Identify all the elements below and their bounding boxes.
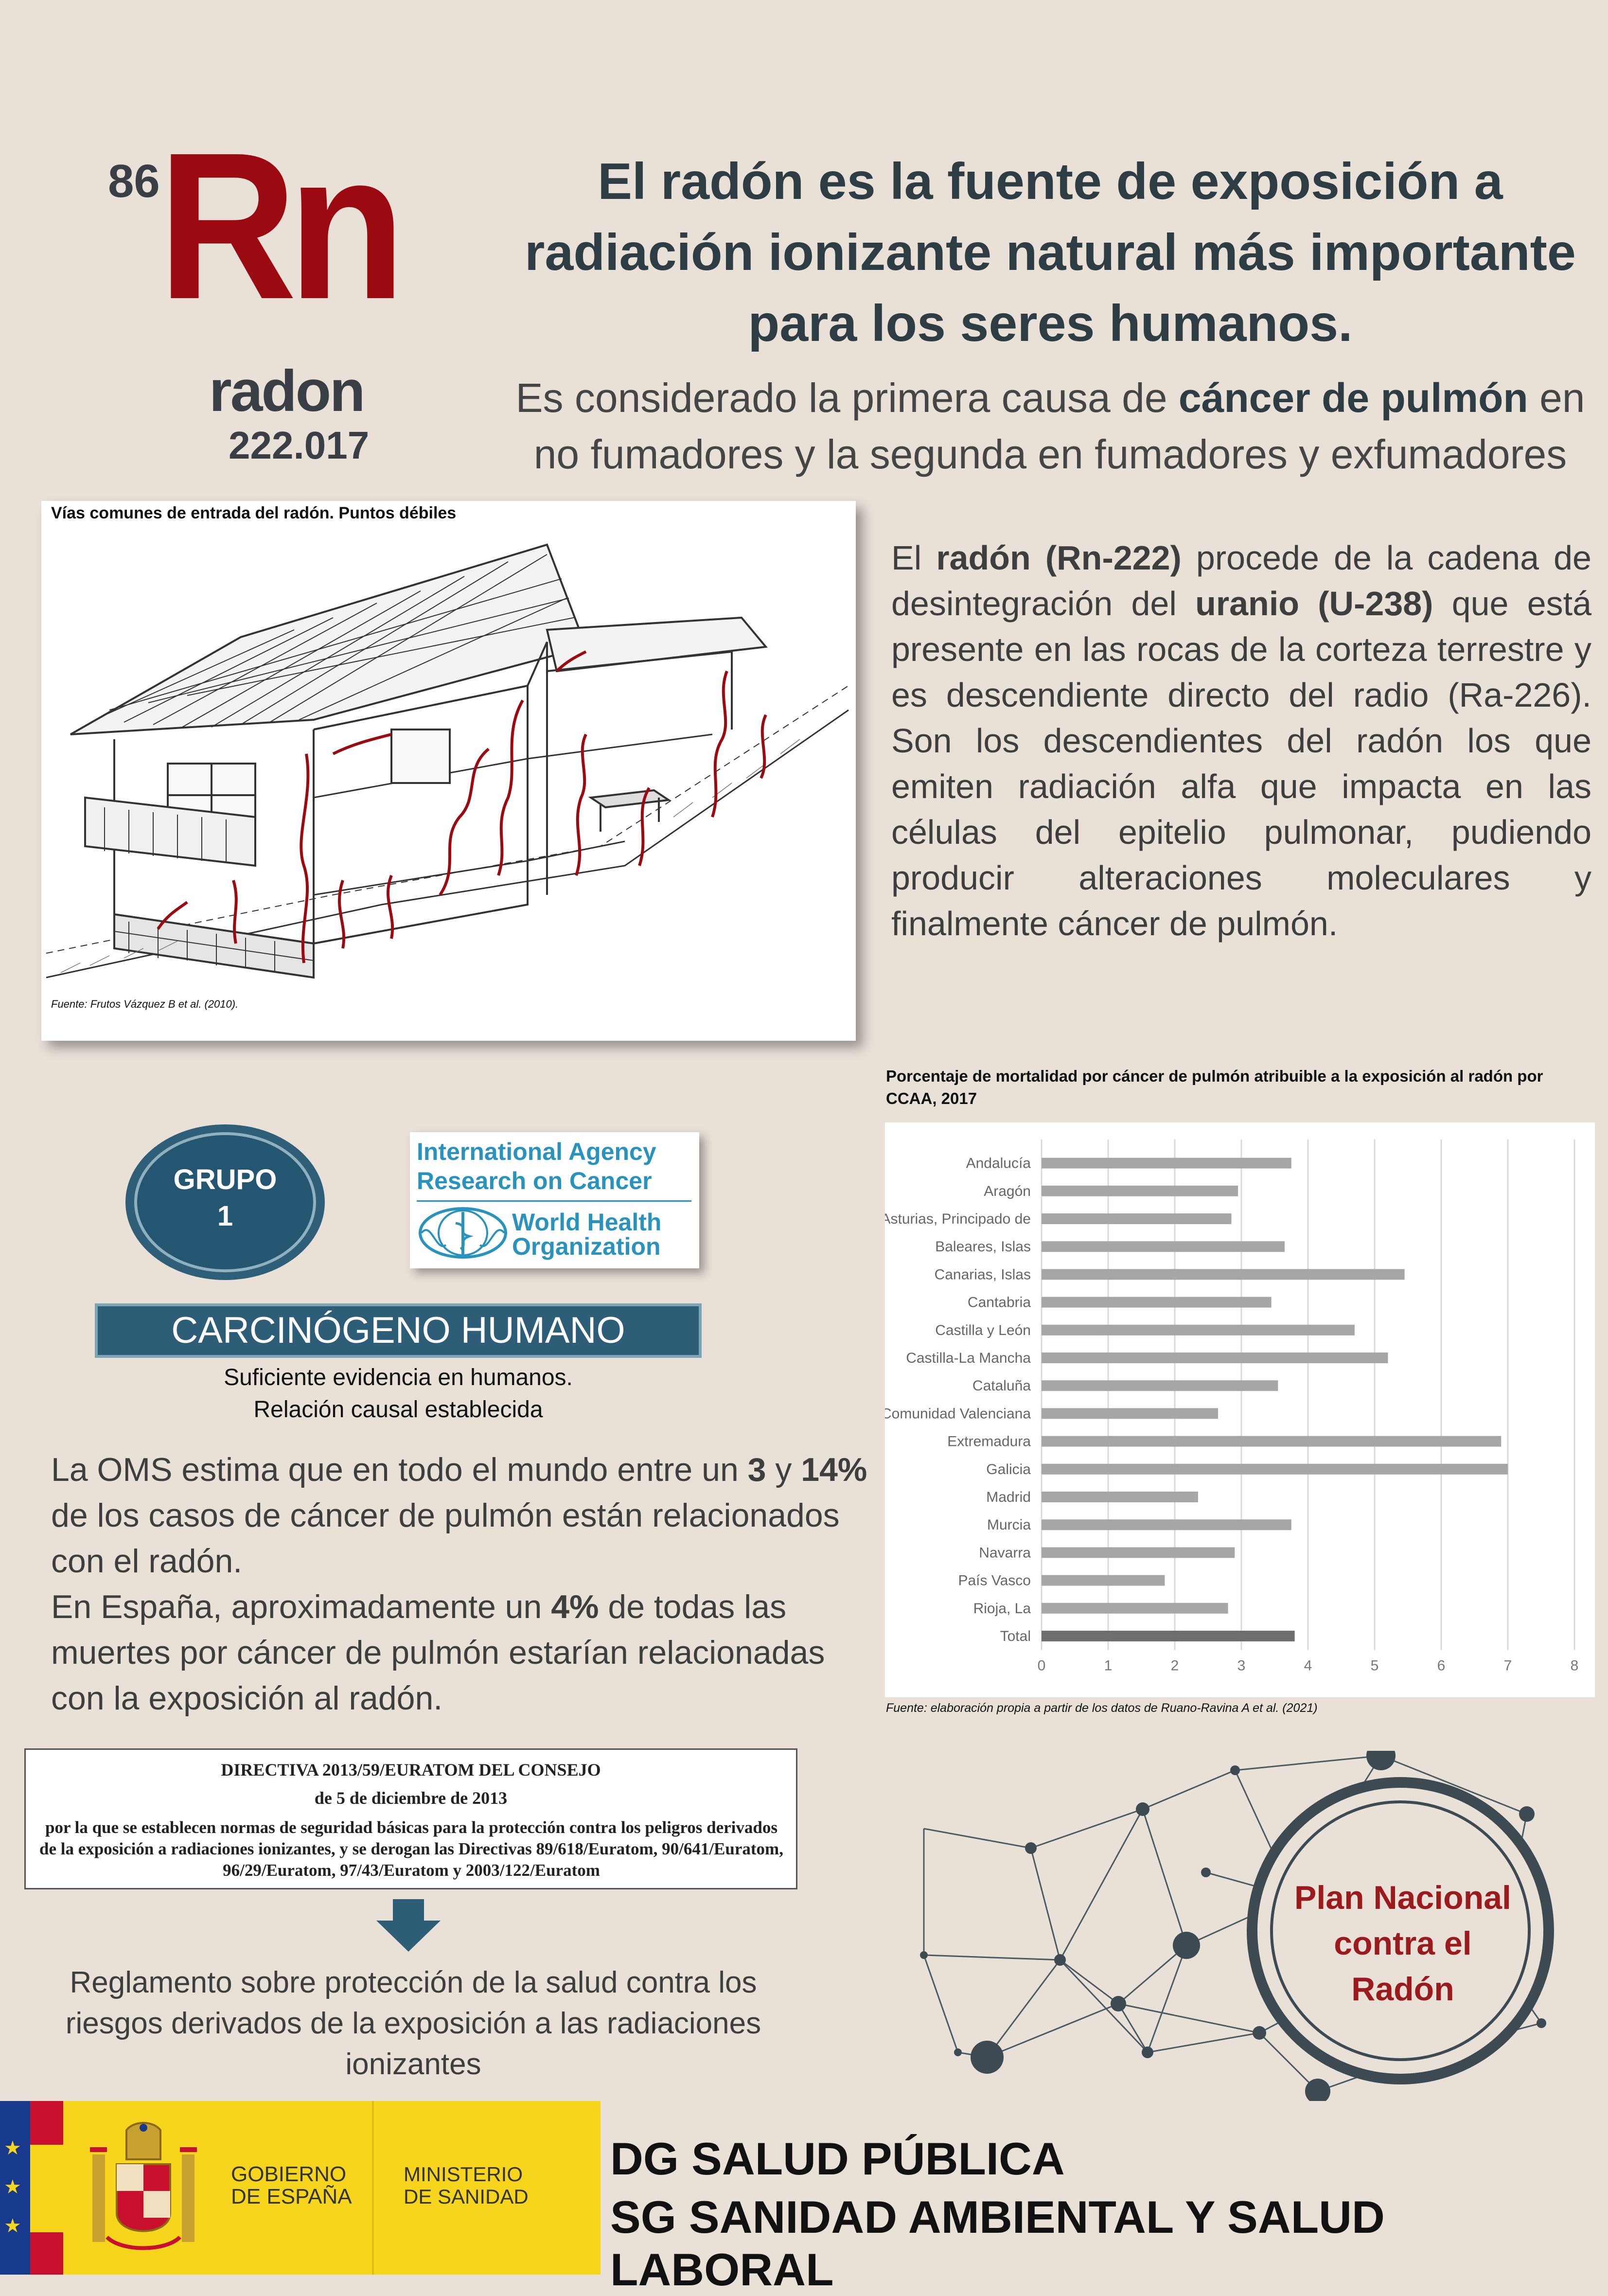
y-category-label: Navarra: [979, 1545, 1031, 1561]
y-category-label: Total: [1000, 1628, 1031, 1644]
y-category-label: País Vasco: [958, 1572, 1031, 1589]
radon-origin-text: El radón (Rn-222) procede de la cadena de desintegración del uranio (U-238) que está presente en las rocas de la corteza terrestre y es descendiente directo del radio (Ra-226). Son los descendientes del radón los que emiten radiación alfa que impacta en las células del epitelio pulmonar, pudiendo producir alteraciones moleculares y finalmente cáncer de pulmón.: [891, 539, 1591, 943]
bar-baleares-islas: [1042, 1241, 1285, 1252]
ministerio-label: MINISTERIO DE SANIDAD: [404, 2163, 529, 2208]
reglamento-text: Reglamento sobre protección de la salud contra los riesgos derivados de la exposición a las radiaciones ionizantes: [65, 1966, 761, 2081]
bar-madrid: [1042, 1492, 1198, 1502]
plan-nacional-label: Plan Nacional contra el Radón: [1294, 1879, 1511, 2008]
bar-país-vasco: [1042, 1575, 1165, 1586]
chart-source: Fuente: elaboración propia a partir de los datos de Ruano-Ravina A et al. (2021): [886, 1701, 1318, 1715]
eu-spain-flag-icon: [0, 2101, 63, 2275]
bar-canarias-islas: [1042, 1269, 1405, 1280]
gobierno-label: GOBIERNO DE ESPAÑA: [231, 2162, 352, 2208]
element-symbol: Rn: [158, 109, 397, 343]
y-category-label: Rioja, La: [973, 1600, 1031, 1617]
headline: El radón es la fuente de exposición a radiación ionizante natural más importante para los seres humanos.: [525, 153, 1576, 352]
grupo-label: GRUPO: [173, 1164, 277, 1195]
who-name: World Health Organization: [512, 1209, 662, 1260]
x-tick-label: 7: [1503, 1657, 1512, 1674]
evidence-text: Suficiente evidencia en humanos. Relación causal establecida: [224, 1365, 573, 1423]
oms-estimate-text: La OMS estima que en todo el mundo entre un 3 y 14% de los casos de cáncer de pulmón están relacionados con el radón. En España, aproximadamente un 4% de todas las muertes por cáncer de pulmón estarían relacionadas con la exposición al radón.: [51, 1451, 867, 1717]
iarc-name: International Agency Research on Cancer: [417, 1138, 656, 1194]
bar-murcia: [1042, 1519, 1291, 1530]
directive-title: DIRECTIVA 2013/59/EURATOM DEL CONSEJO: [221, 1760, 601, 1780]
y-category-label: Cantabria: [967, 1294, 1031, 1311]
sg-sanidad-ambiental: SG SANIDAD AMBIENTAL Y SALUD LABORAL: [610, 2191, 1385, 2295]
x-tick-label: 6: [1437, 1657, 1446, 1674]
radon-mortality-bar-chart: [885, 1122, 1595, 1697]
house-source: Fuente: Frutos Vázquez B et al. (2010).: [51, 998, 239, 1010]
x-tick-label: 5: [1370, 1657, 1379, 1674]
dg-salud-publica: DG SALUD PÚBLICA: [610, 2133, 1065, 2184]
x-tick-label: 8: [1570, 1657, 1579, 1674]
svg-text:★: ★: [4, 2215, 21, 2237]
chart-title: Porcentaje de mortalidad por cáncer de pulmón atribuible a la exposición al radón por CCAA, 2017: [886, 1067, 1543, 1107]
chart-panel: [885, 1122, 1595, 1697]
atomic-mass: 222.017: [229, 424, 370, 467]
grupo-badge: [134, 1132, 316, 1272]
x-tick-label: 0: [1037, 1657, 1046, 1674]
bar-total: [1042, 1631, 1295, 1641]
bar-asturias-principado-de: [1042, 1213, 1231, 1224]
coat-of-arms-icon: [88, 2120, 199, 2257]
y-category-label: Madrid: [986, 1489, 1031, 1505]
svg-text:★: ★: [4, 2137, 21, 2159]
directive-date: de 5 de diciembre de 2013: [314, 1788, 508, 1808]
government-logo-band: [63, 2101, 601, 2275]
bar-cantabria: [1042, 1297, 1272, 1308]
house-radon-entry-illustration: [41, 525, 856, 992]
bar-galicia: [1042, 1464, 1508, 1475]
y-category-label: Comunidad Valenciana: [885, 1406, 1031, 1422]
bar-castilla-la-mancha: [1042, 1353, 1388, 1363]
y-category-label: Extremadura: [947, 1433, 1031, 1450]
bar-cataluña: [1042, 1380, 1278, 1391]
y-category-label: Murcia: [987, 1517, 1031, 1533]
grupo-number: 1: [217, 1200, 233, 1232]
who-emblem-icon: [417, 1206, 509, 1260]
y-category-label: Galicia: [986, 1461, 1031, 1477]
bar-extremadura: [1042, 1436, 1501, 1447]
element-name: radon: [209, 358, 364, 424]
y-category-label: Cataluña: [972, 1378, 1031, 1394]
house-illustration-panel: [41, 501, 856, 1041]
house-caption: Vías comunes de entrada del radón. Puntos débiles: [51, 504, 457, 522]
y-category-label: Andalucía: [966, 1155, 1031, 1172]
iarc-who-logo: [410, 1132, 699, 1268]
x-tick-label: 2: [1170, 1657, 1179, 1674]
atomic-number: 86: [108, 155, 160, 207]
logo-divider: [417, 1200, 691, 1202]
bar-comunidad-valenciana: [1042, 1408, 1218, 1419]
x-tick-label: 3: [1237, 1657, 1246, 1674]
svg-text:★: ★: [4, 2176, 21, 2198]
y-category-label: Baleares, Islas: [935, 1239, 1031, 1255]
y-category-label: Castilla y León: [935, 1322, 1031, 1338]
bar-navarra: [1042, 1547, 1235, 1558]
bar-rioja-la: [1042, 1603, 1228, 1614]
euratom-directive-excerpt: [24, 1748, 797, 1889]
logo-divider: [372, 2101, 374, 2275]
x-tick-label: 4: [1304, 1657, 1312, 1674]
x-tick-label: 1: [1104, 1657, 1113, 1674]
bar-aragón: [1042, 1186, 1238, 1196]
y-category-label: Aragón: [984, 1183, 1031, 1199]
carcinogen-banner: CARCINÓGENO HUMANO: [95, 1303, 702, 1358]
directive-body: por la que se establecen normas de seguridad básicas para la protección contra los peligros derivados de la exposición a radiaciones ionizantes, y se derogan las Directivas 89/618/Euratom, 90/641/Euratom, 96/29/Euratom, 97/43/Euratom y 2003/122/Euratom: [39, 1818, 783, 1880]
y-category-label: Asturias, Principado de: [885, 1211, 1031, 1227]
subheadline: Es considerado la primera causa de cáncer de pulmón en no fumadores y la segunda en fumadores y exfumadores: [515, 375, 1585, 477]
y-category-label: Castilla-La Mancha: [906, 1350, 1031, 1366]
bar-castilla-y-león: [1042, 1325, 1355, 1335]
arrow-down-icon: [374, 1899, 442, 1953]
y-category-label: Canarias, Islas: [934, 1266, 1031, 1283]
bar-andalucía: [1042, 1158, 1291, 1169]
